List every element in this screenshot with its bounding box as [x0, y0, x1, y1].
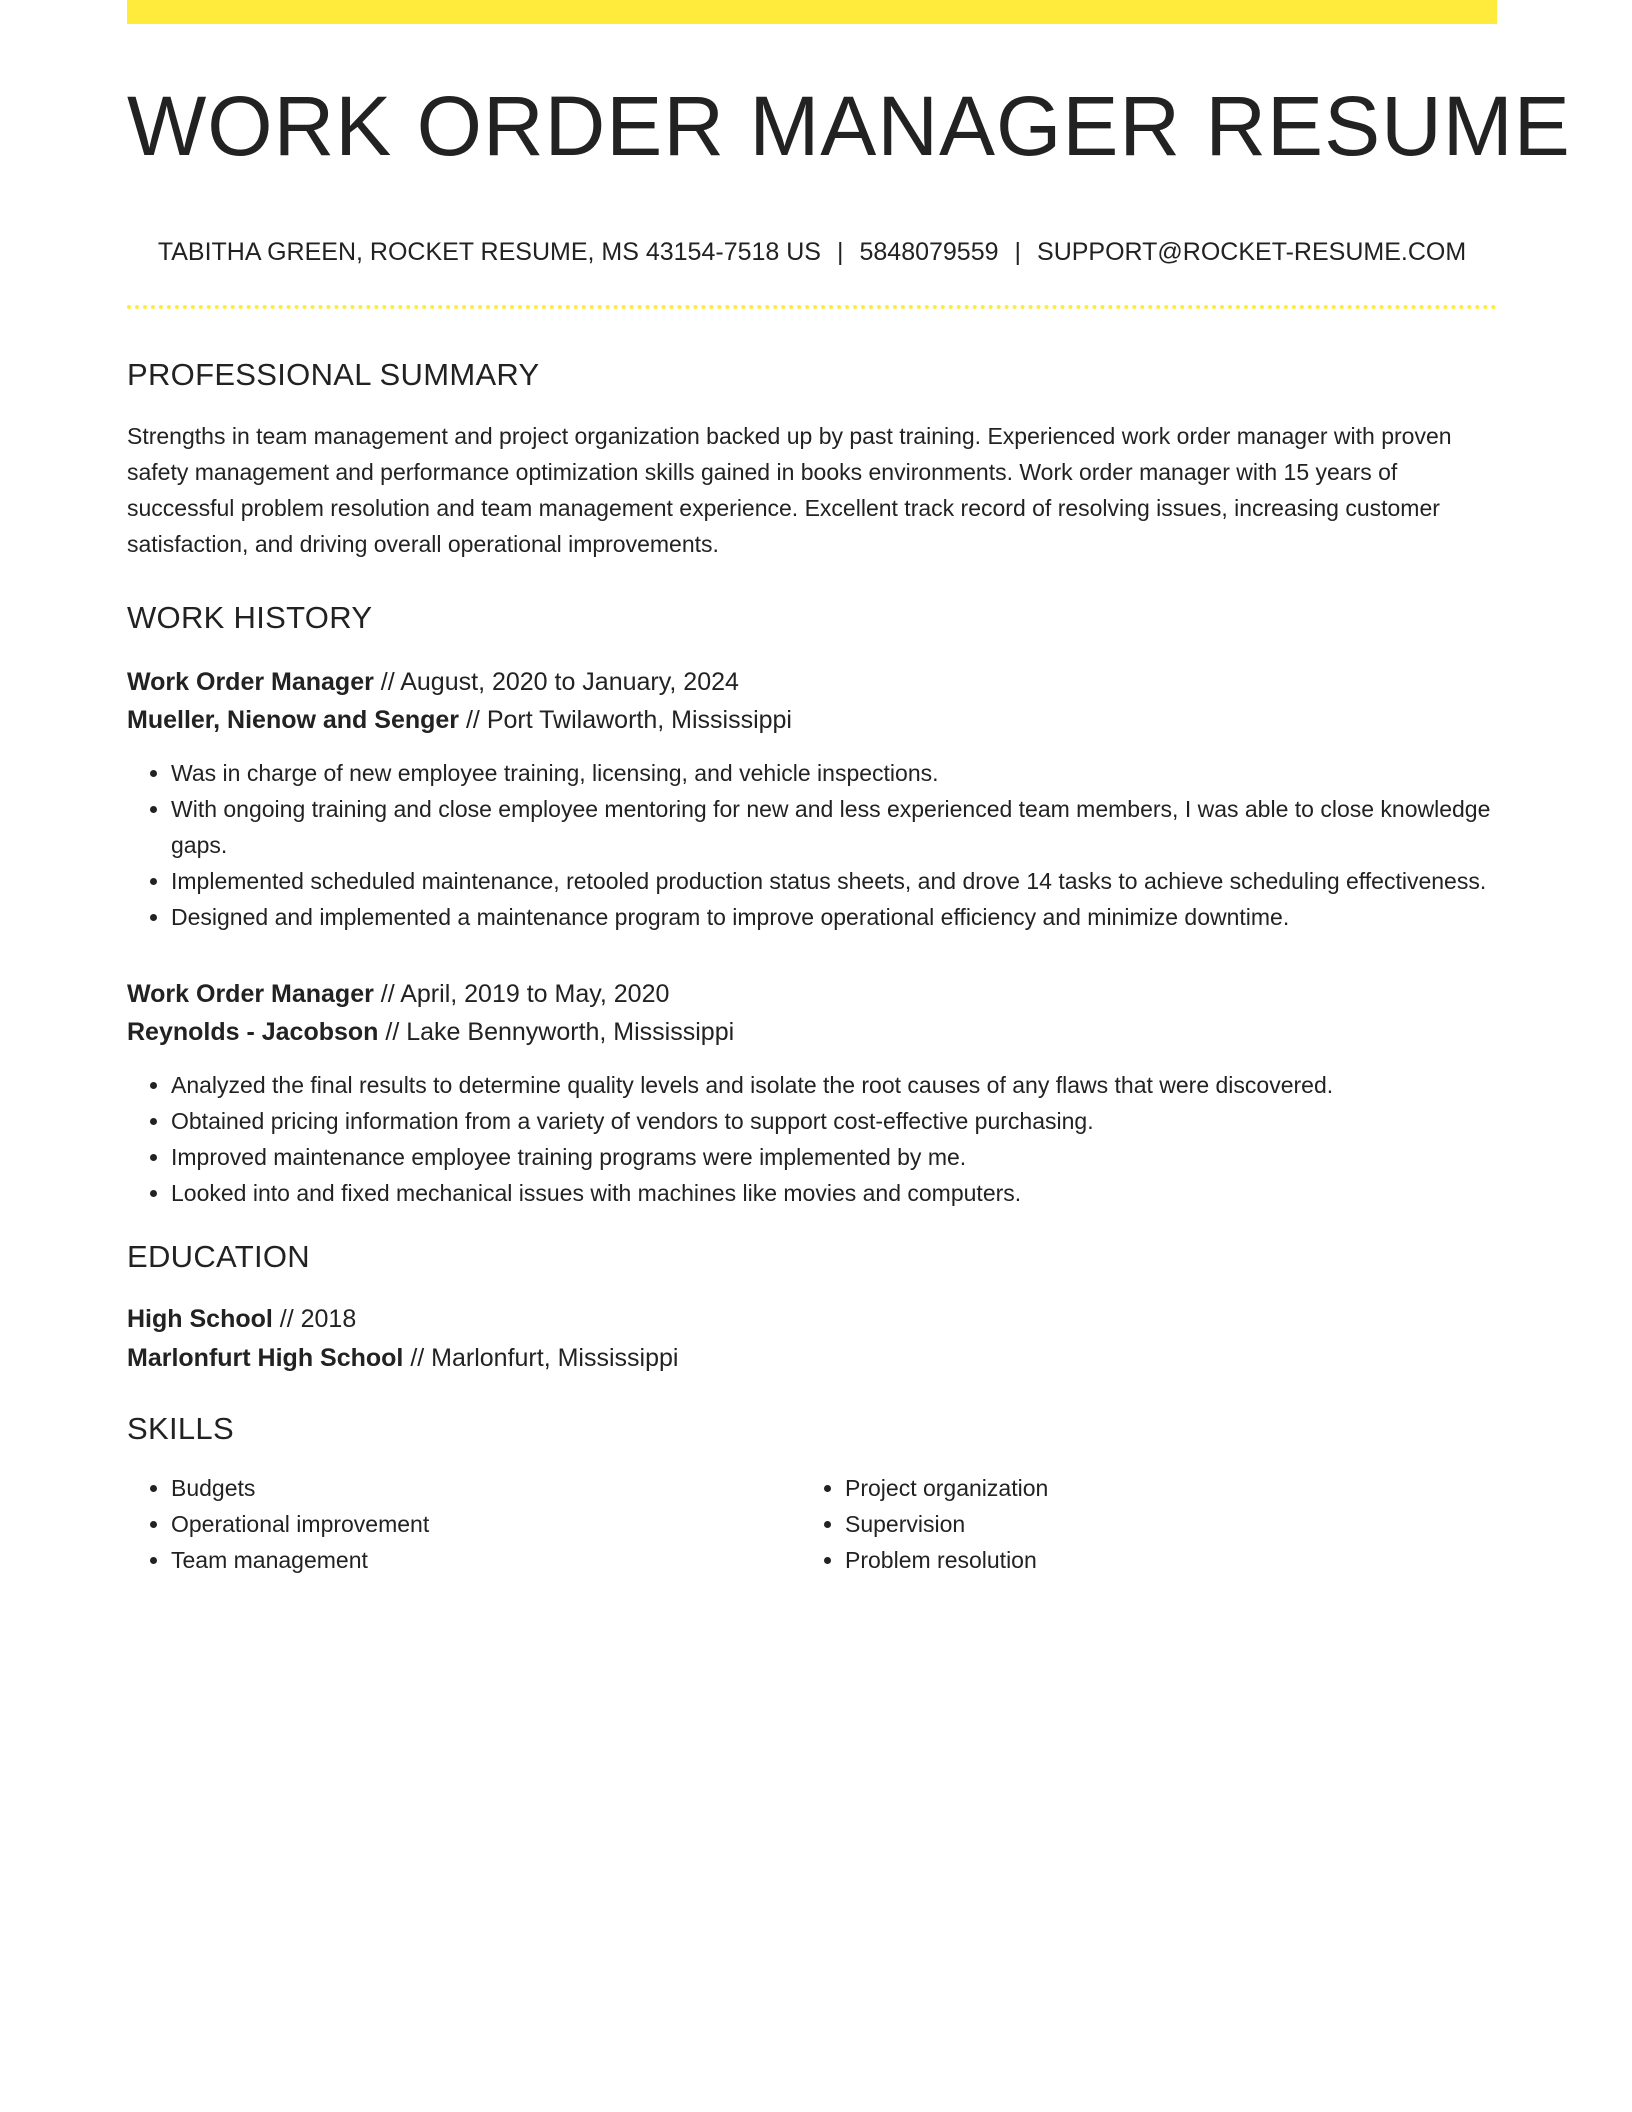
education-entry [127, 1300, 1497, 1378]
job-title-line [127, 663, 1497, 701]
work-history-section [127, 602, 1497, 1211]
skills-columns [127, 1470, 1497, 1578]
education-heading: EDUCATION [127, 1239, 310, 1274]
contact-phone: 5848079559 [859, 238, 999, 266]
resume-title: WORK ORDER MANAGER RESUME [127, 79, 1571, 173]
dotted-divider [127, 305, 1497, 309]
job-bullet: • Looked into and fixed mechanical issues with machines like movies and computers. [171, 1175, 1497, 1211]
job-bullet: • Was in charge of new employee training, licensing, and vehicle inspections. [171, 755, 1497, 791]
education-degree-line [127, 1300, 1497, 1339]
skill-item: • Budgets [171, 1470, 801, 1506]
job-bullets [127, 1067, 1497, 1211]
skill-item: • Problem resolution [845, 1542, 1475, 1578]
resume-page [127, 0, 1571, 1578]
education-year: // 2018 [272, 1305, 357, 1333]
summary-text: Strengths in team management and project organization backed up by past training. Experienced work order manager with proven safety management and performance optimization skills gained in books environments. Work order manager with 15 years of successful problem resolution and team management experience. Excellent track record of resolving issues, increasing customer satisfaction, and driving overall operational improvements. [127, 423, 1452, 557]
job-bullet: • Implemented scheduled maintenance, retooled production status sheets, and drove 14 tasks to achieve scheduling effectiveness. [171, 863, 1497, 899]
job-entry [127, 975, 1497, 1211]
job-location: // Lake Bennyworth, Mississippi [378, 1018, 735, 1046]
job-company: Reynolds - Jacobson [127, 1018, 379, 1046]
job-bullets [127, 755, 1497, 935]
skills-section [127, 1413, 1497, 1578]
contact-line [127, 240, 1497, 265]
work-history-heading: WORK HISTORY [127, 600, 373, 635]
job-bullet: • Designed and implemented a maintenance program to improve operational efficiency and minimize downtime. [171, 899, 1497, 935]
contact-address: TABITHA GREEN, ROCKET RESUME, MS 43154-7518 US [157, 238, 821, 266]
skill-item: • Supervision [845, 1506, 1475, 1542]
job-bullet: • Obtained pricing information from a variety of vendors to support cost-effective purchasing. [171, 1103, 1497, 1139]
education-location: // Marlonfurt, Mississippi [403, 1344, 679, 1372]
accent-bar [127, 0, 1497, 24]
skill-item: • Project organization [845, 1470, 1475, 1506]
education-degree: High School [127, 1305, 273, 1333]
job-company-line [127, 701, 1497, 739]
skill-item: • Operational improvement [171, 1506, 801, 1542]
contact-separator: | [1014, 238, 1022, 266]
job-title-line [127, 975, 1497, 1013]
job-company-line [127, 1013, 1497, 1051]
job-dates: // April, 2019 to May, 2020 [373, 980, 670, 1008]
job-title: Work Order Manager [127, 668, 374, 696]
skills-list-left [127, 1470, 801, 1578]
summary-heading: PROFESSIONAL SUMMARY [127, 357, 540, 392]
job-dates: // August, 2020 to January, 2024 [373, 668, 739, 696]
contact-separator: | [836, 238, 844, 266]
education-section [127, 1241, 1497, 1378]
job-bullet: • Improved maintenance employee training programs were implemented by me. [171, 1139, 1497, 1175]
job-location: // Port Twilaworth, Mississippi [459, 706, 792, 734]
job-bullet: • Analyzed the final results to determine quality levels and isolate the root causes of any flaws that were discovered. [171, 1067, 1497, 1103]
job-bullet: • With ongoing training and close employee mentoring for new and less experienced team members, I was able to close knowledge gaps. [171, 791, 1497, 863]
contact-email: SUPPORT@ROCKET-RESUME.COM [1037, 238, 1467, 266]
skills-list-right [801, 1470, 1475, 1578]
skills-heading: SKILLS [127, 1411, 234, 1446]
job-company: Mueller, Nienow and Senger [127, 706, 460, 734]
job-entry [127, 663, 1497, 935]
skill-item: • Team management [171, 1542, 801, 1578]
summary-section [127, 359, 1497, 562]
education-school: Marlonfurt High School [127, 1344, 404, 1372]
education-school-line [127, 1339, 1497, 1378]
job-title: Work Order Manager [127, 980, 374, 1008]
